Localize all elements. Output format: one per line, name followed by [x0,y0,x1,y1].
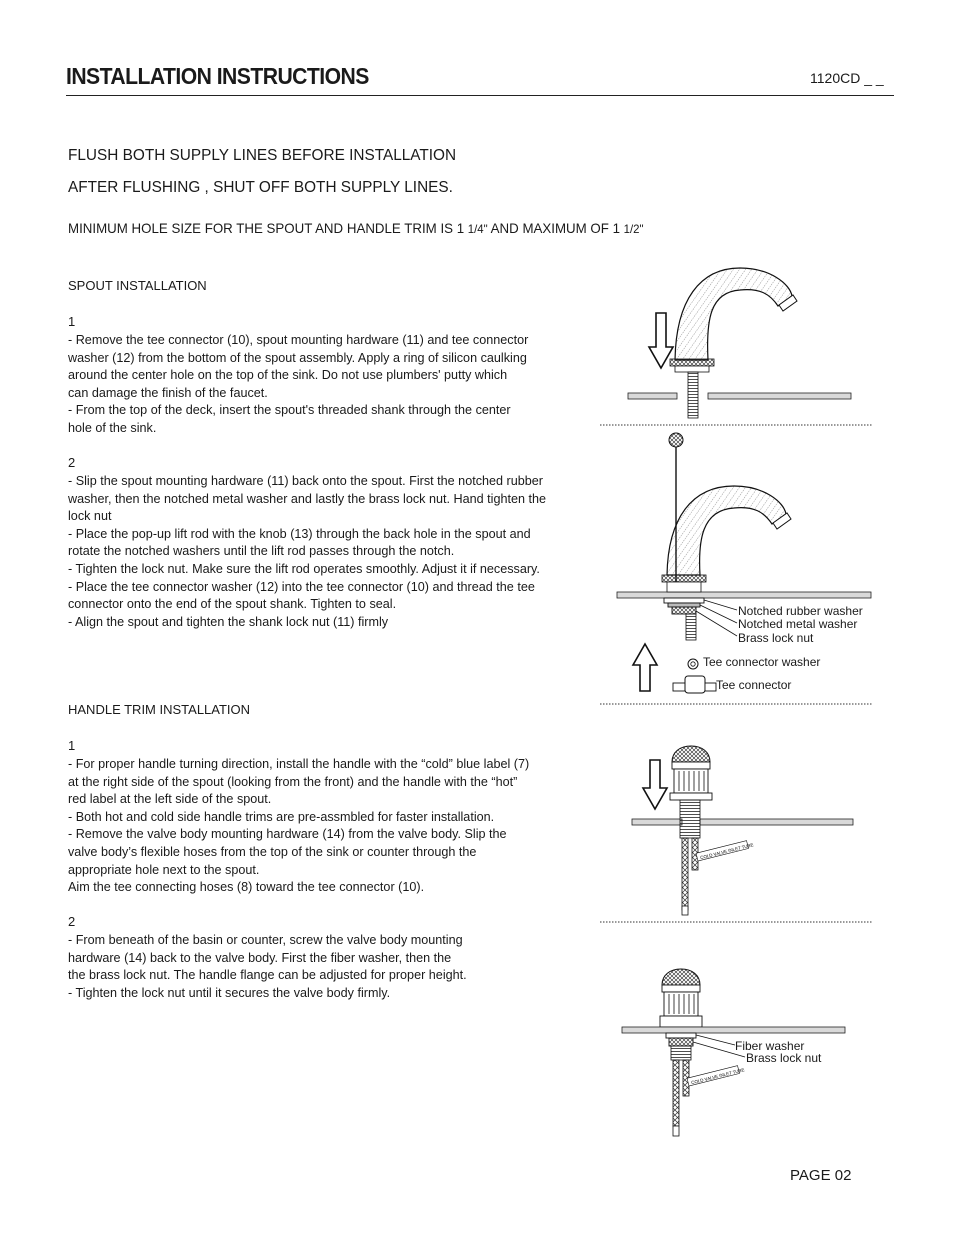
flexible-hose [682,838,688,910]
lift-rod-knob [669,433,683,447]
brass-lock-nut [672,607,696,614]
handle-collar [662,985,700,992]
tee-connector-washer-hole [691,662,695,666]
text-line: - From the top of the deck, insert the spout's threaded shank through the center [68,402,511,418]
sink-deck [617,592,871,598]
text-line: rotate the notched washers until the lift rod passes through the notch. [68,543,455,559]
spout-insert-diagram [628,268,851,418]
spout-step2-number: 2 [68,455,76,470]
handle-step2-number: 2 [68,914,76,929]
text-line: - Both hot and cold side handle trims are pre-assmbled for faster installation. [68,808,495,824]
text-line: - Slip the spout mounting hardware (11) back onto the spout. First the notched rubber [68,473,544,488]
text-line: - Remove the valve body mounting hardware (14) from the valve body. Slip the [68,826,507,842]
hole-size-min-fraction: 1/4" [467,222,488,236]
text-line: at the right side of the spout (looking from the front) and the handle with the “hot” [68,773,518,789]
shutoff-instruction: AFTER FLUSHING , SHUT OFF BOTH SUPPLY LINES. [68,179,453,196]
label-brass-lock-nut: Brass lock nut [738,631,814,645]
page-title: INSTALLATION INSTRUCTIONS [66,63,369,89]
tee-connector-left-port [673,683,685,691]
text-line: - Align the spout and tighten the shank lock nut (11) firmly [68,613,389,629]
valve-body-shank [671,1046,691,1060]
text-line: - Remove the tee connector (10), spout mounting hardware (11) and tee connector [68,332,529,347]
label-fiber-washer: Fiber washer [735,1039,805,1053]
text-line: appropriate hole next to the spout. [68,861,260,877]
valve-body-shank [680,800,700,838]
leader-line [696,1035,735,1045]
hose-fitting [682,906,688,915]
sink-deck [708,393,851,399]
handle-knob-top [662,969,700,985]
model-number: 1120CD _ _ [810,70,884,86]
arrow-down-icon [643,760,667,809]
notched-rubber-washer [664,598,704,603]
sink-deck [622,1027,845,1033]
text-line: connector onto the end of the spout shank. Tighten to seal. [68,596,397,612]
handle-flange [660,1016,702,1027]
page-number: PAGE 02 [790,1167,852,1184]
hose-label-text: COLD VALVE INLET TUBE [690,1067,745,1086]
spout-base [675,366,709,372]
sink-deck [628,393,677,399]
spout-section-heading: SPOUT INSTALLATION [68,278,207,293]
leader-line [696,611,737,636]
handle-section-heading: HANDLE TRIM INSTALLATION [68,702,251,717]
spout-step1-number: 1 [68,314,76,329]
text-line: - From beneath of the basin or counter, screw the valve body mounting [68,932,463,947]
spout-base [667,582,701,592]
threaded-shank [686,614,696,640]
leader-line [704,600,737,610]
brass-lock-nut [669,1038,693,1046]
sink-deck [632,819,682,825]
spout-base-ring [662,575,706,582]
tee-connector [685,676,705,693]
text-line: can damage the finish of the faucet. [68,384,268,400]
handle-knob-top [672,746,710,762]
text-line: - Tighten the lock nut. Make sure the lift rod operates smoothly. Adjust it if necessary. [68,560,540,576]
spout-base-ring [670,359,714,366]
label-brass-lock-nut-handle: Brass lock nut [746,1051,822,1065]
text-line: around the center hole on the top of the sink. Do not use plumbers' putty which [68,367,508,383]
label-tee-connector: Tee connector [716,678,792,692]
spout-body [667,486,786,575]
text-line: hardware (14) back to the valve body. First the fiber washer, then the [68,949,452,965]
text-line: Aim the tee connecting hoses (8) toward the tee connector (10). [68,879,425,895]
flush-instruction: FLUSH BOTH SUPPLY LINES BEFORE INSTALLATION [68,147,457,164]
text-line: hole of the sink. [68,419,157,435]
hose-fitting [673,1126,679,1136]
tee-connector-right-port [705,683,716,691]
text-line: valve body’s flexible hoses from the top of the sink or counter through the [68,843,477,859]
hole-size-text: MINIMUM HOLE SIZE FOR THE SPOUT AND HANDLE TRIM IS 1 [68,220,468,236]
handle-step1-number: 1 [68,738,76,753]
spout-hardware-diagram [617,433,871,693]
label-notched-metal-washer: Notched metal washer [738,617,858,631]
text-line: - For proper handle turning direction, install the handle with the “cold” blue label (7) [68,756,530,771]
text-line: red label at the left side of the spout. [68,791,272,807]
text-line: washer (12) from the bottom of the spout assembly. Apply a ring of silicon caulking [68,349,527,365]
text-line: - Tighten the lock nut until it secures the valve body firmly. [68,984,391,1000]
hose-label-text: COLD VALVE INLET TUBE [699,842,754,861]
arrow-down-icon [649,313,673,368]
text-line: washer, then the notched metal washer and lastly the brass lock nut. Hand tighten the [68,490,547,506]
sink-deck [700,819,853,825]
handle-collar [672,762,710,769]
hole-size-mid-text: AND MAXIMUM OF 1 [487,220,624,236]
text-line: - Place the pop-up lift rod with the knob (13) through the back hole in the spout and [68,525,531,541]
handle-flange [670,793,712,800]
text-line: the brass lock nut. The handle flange can be adjusted for proper height. [68,967,467,983]
text-line: lock nut [68,508,112,524]
handle-insert-diagram [632,746,853,915]
threaded-shank [688,372,698,418]
notched-metal-washer [668,603,700,607]
flexible-hose [673,1060,679,1126]
label-tee-connector-washer: Tee connector washer [703,655,821,669]
hole-size-max-fraction: 1/2" [623,222,644,236]
fiber-washer [666,1033,696,1038]
leader-line [700,605,737,623]
label-notched-rubber-washer: Notched rubber washer [738,604,863,618]
text-line: - Place the tee connector washer (12) into the tee connector (10) and thread the tee [68,578,535,594]
arrow-up-icon [633,644,657,691]
spout-body [675,268,792,360]
